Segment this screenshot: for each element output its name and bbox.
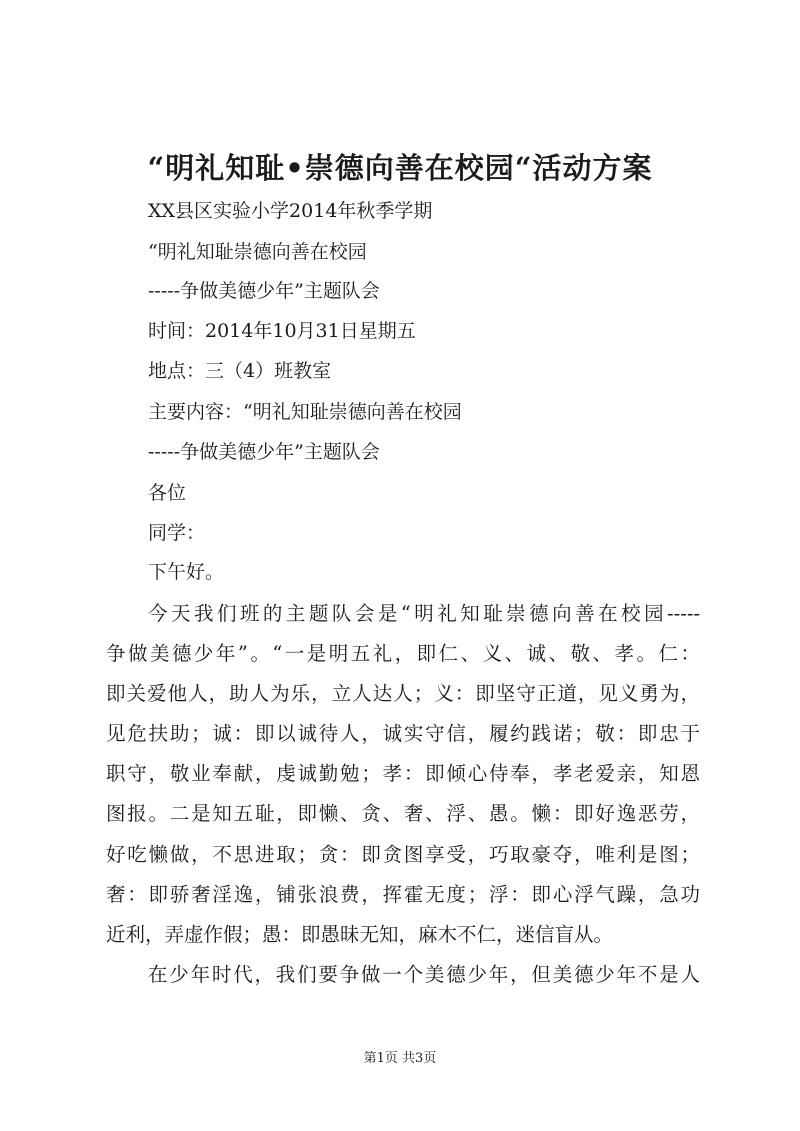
page-footer: 第1页 共3页 xyxy=(363,1051,437,1066)
paragraph-line: 在少年时代，我们要争做一个美德少年，但美德少年不是人 xyxy=(148,963,700,986)
greeting-line-2: 同学： xyxy=(148,522,206,544)
greeting-line-3: 下午好。 xyxy=(148,561,225,583)
paragraph-line: 好吃懒做，不思进取；贪：即贪图享受，巧取豪夺，唯利是图； xyxy=(106,843,700,866)
school-term-line: XX县区实验小学2014年秋季学期 xyxy=(148,200,433,222)
paragraph-line: 图报。二是知五耻，即懒、贪、奢、浮、愚。懒：即好逸恶劳， xyxy=(106,802,700,825)
theme-line-1: “明礼知耻崇德向善在校园 xyxy=(148,241,367,263)
paragraph-line: 即关爱他人，助人为乐，立人达人；义：即坚守正道，见义勇为， xyxy=(106,682,700,705)
content-line-2: -----争做美德少年”主题队会 xyxy=(148,441,380,463)
paragraph-line: 奢：即骄奢淫逸，铺张浪费，挥霍无度；浮：即心浮气躁，急功 xyxy=(106,883,700,906)
paragraph-line: 近利，弄虚作假；愚：即愚昧无知，麻木不仁，迷信盲从。 xyxy=(106,923,614,946)
paragraph-line: 见危扶助；诚：即以诚待人，诚实守信，履约践诺；敬：即忠于 xyxy=(106,722,700,745)
paragraph-line: 职守，敬业奉献，虔诚勤勉；孝：即倾心侍奉，孝老爱亲，知恩 xyxy=(106,762,700,785)
paragraph-line: 今天我们班的主题队会是“明礼知耻崇德向善在校园----- xyxy=(148,602,700,625)
paragraph-line: 争做美德少年”。“一是明五礼，即仁、义、诚、敬、孝。仁： xyxy=(106,642,700,665)
theme-line-2: -----争做美德少年”主题队会 xyxy=(148,280,380,302)
document-title: “明礼知耻•崇德向善在校园“活动方案 xyxy=(147,151,653,185)
content-line-1: 主要内容：“明礼知耻崇德向善在校园 xyxy=(148,401,462,423)
location-line: 地点：三（4）班教室 xyxy=(148,360,332,382)
time-line: 时间：2014年10月31日星期五 xyxy=(148,320,416,342)
greeting-line-1: 各位 xyxy=(148,482,187,504)
